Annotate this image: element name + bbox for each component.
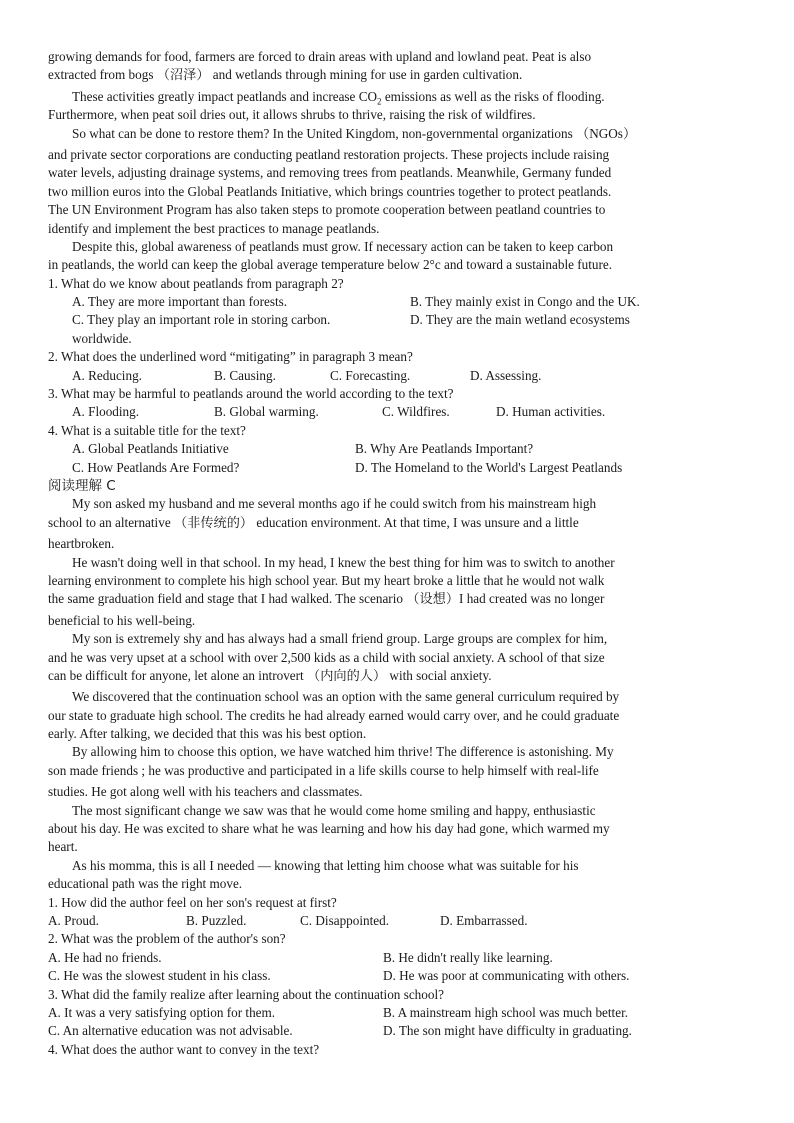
passage-line: and he was very upset at a school with over 2,500 kids as a child with social anxiety. A school of that size <box>48 649 605 665</box>
option-row <box>48 459 738 477</box>
passage-line: As his momma, this is all I needed — knowing that letting him choose what was suitable for his <box>72 857 579 873</box>
option-row <box>48 367 738 385</box>
passage-line: learning environment to complete his high school year. But my heart broke a little that he would not walk <box>48 572 605 588</box>
option: C. An alternative education was not advisable. <box>48 1023 293 1039</box>
option: D. He was poor at communicating with others. <box>383 968 630 984</box>
option: D. The Homeland to the World's Largest Peatlands <box>355 459 623 475</box>
option: B. Global warming. <box>214 404 319 420</box>
option: D. The son might have difficulty in graduating. <box>383 1023 632 1039</box>
option-row <box>48 1022 738 1040</box>
passage-line: in peatlands, the world can keep the global average temperature below 2°c and toward a sustainable future. <box>48 257 613 273</box>
option: C. Disappointed. <box>300 912 390 928</box>
option-row <box>48 912 738 930</box>
passage-line: extracted from bogs （沼泽） and wetlands through mining for use in garden cultivation. <box>48 67 523 83</box>
option: A. Global Peatlands Initiative <box>72 441 229 457</box>
passage-line: growing demands for food, farmers are forced to drain areas with upland and lowland peat. Peat is also <box>48 49 592 64</box>
option-row <box>48 949 738 967</box>
option: A. Reducing. <box>72 367 142 383</box>
question-stem: 2. What was the problem of the author's son? <box>48 931 286 947</box>
option: D. Embarrassed. <box>440 912 528 928</box>
question-stem: 4. What does the author want to convey in the text? <box>48 1041 320 1057</box>
passage-line: These activities greatly impact peatlands and increase $CO_2$ emissions as well as the risks of flooding. <box>72 88 605 107</box>
option-continuation: worldwide. <box>72 330 132 346</box>
option: D. They are the main wetland ecosystems <box>410 312 630 328</box>
passage-line: Furthermore, when peat soil dries out, it allows shrubs to thrive, raising the risk of wildfires. <box>48 107 536 123</box>
option-row <box>48 440 738 458</box>
option: A. They are more important than forests. <box>72 294 288 310</box>
passage-line: water levels, adjusting drainage systems, and removing trees from peatlands. Meanwhile, Germany funded <box>48 165 612 181</box>
passage-line: son made friends ; he was productive and participated in a life skills course to help himself with real-life <box>48 762 599 778</box>
passage-line: educational path was the right move. <box>48 876 243 892</box>
passage-line: He wasn't doing well in that school. In my head, I knew the best thing for him was to switch to another <box>72 554 615 570</box>
passage-line: So what can be done to restore them? In the United Kingdom, non-governmental organizations （NGOs） <box>72 125 637 141</box>
option: A. Proud. <box>48 912 99 928</box>
passage-line: Despite this, global awareness of peatlands must grow. If necessary action can be taken to keep carbon <box>72 238 614 254</box>
passage-line: My son asked my husband and me several months ago if he could switch from his mainstream high <box>72 496 597 512</box>
question-stem: 2. What does the underlined word “mitigating” in paragraph 3 mean? <box>48 349 413 365</box>
passage-line: studies. He got along well with his teachers and classmates. <box>48 784 363 800</box>
option: D. Assessing. <box>470 367 542 383</box>
option: B. Puzzled. <box>186 912 247 928</box>
section-heading: 阅读理解 C <box>48 477 116 494</box>
option: C. They play an important role in storing carbon. <box>72 312 331 328</box>
passage-line: We discovered that the continuation school was an option with the same general curriculum required by <box>72 689 620 705</box>
passage-line: school to an alternative （非传统的） education environment. At that time, I was unsure and a little <box>48 514 579 530</box>
passage-line: My son is extremely shy and has always had a small friend group. Large groups are complex for him, <box>72 631 608 647</box>
passage-line: two million euros into the Global Peatlands Initiative, which brings countries together to protect peatlands. <box>48 183 612 199</box>
option: A. It was a very satisfying option for them. <box>48 1004 276 1020</box>
option: C. How Peatlands Are Formed? <box>72 459 240 475</box>
passage-line: identify and implement the best practices to manage peatlands. <box>48 220 380 236</box>
option: A. Flooding. <box>72 404 140 420</box>
passage-line: early. After talking, we decided that this was his best option. <box>48 726 367 742</box>
option-row <box>48 1004 738 1022</box>
passage-line: beneficial to his well-being. <box>48 612 196 628</box>
option: B. Causing. <box>214 367 276 383</box>
option: C. Wildfires. <box>382 404 450 420</box>
passage-line: The UN Environment Program has also taken steps to promote cooperation between peatland countries to <box>48 202 606 218</box>
option: C. Forecasting. <box>330 367 411 383</box>
passage-line: the same graduation field and stage that I had walked. The scenario （设想）I had created was no longer <box>48 591 605 607</box>
option-row <box>48 293 738 311</box>
passage-line: By allowing him to choose this option, we have watched him thrive! The difference is astonishing. My <box>72 744 614 760</box>
option: B. He didn't really like learning. <box>383 949 553 965</box>
passage-line: our state to graduate high school. The credits he had already earned would carry over, and he could graduate <box>48 707 620 723</box>
passage-line: The most significant change we saw was that he would come home smiling and happy, enthusiastic <box>72 802 596 818</box>
passage-line: about his day. He was excited to share what he was learning and how his day had gone, which warmed my <box>48 821 610 837</box>
option: B. Why Are Peatlands Important? <box>355 441 534 457</box>
question-stem: 1. How did the author feel on her son's request at first? <box>48 894 337 910</box>
question-stem: 3. What may be harmful to peatlands around the world according to the text? <box>48 386 454 402</box>
option-row <box>48 403 738 421</box>
question-stem: 3. What did the family realize after learning about the continuation school? <box>48 986 444 1002</box>
option-row <box>48 311 738 329</box>
passage-line: heartbroken. <box>48 536 115 552</box>
option-row <box>48 967 738 985</box>
option: B. A mainstream high school was much better. <box>383 1004 629 1020</box>
passage-line: heart. <box>48 839 78 855</box>
option: A. He had no friends. <box>48 949 162 965</box>
question-stem: 4. What is a suitable title for the text? <box>48 422 246 438</box>
option: D. Human activities. <box>496 404 606 420</box>
question-stem: 1. What do we know about peatlands from paragraph 2? <box>48 275 344 291</box>
passage-line: can be difficult for anyone, let alone an introvert （内向的人） with social anxiety. <box>48 667 492 683</box>
option: B. They mainly exist in Congo and the UK. <box>410 294 640 310</box>
document-page <box>48 48 738 1059</box>
option: C. He was the slowest student in his class. <box>48 968 271 984</box>
passage-line: and private sector corporations are conducting peatland restoration projects. These projects include raising <box>48 146 610 162</box>
